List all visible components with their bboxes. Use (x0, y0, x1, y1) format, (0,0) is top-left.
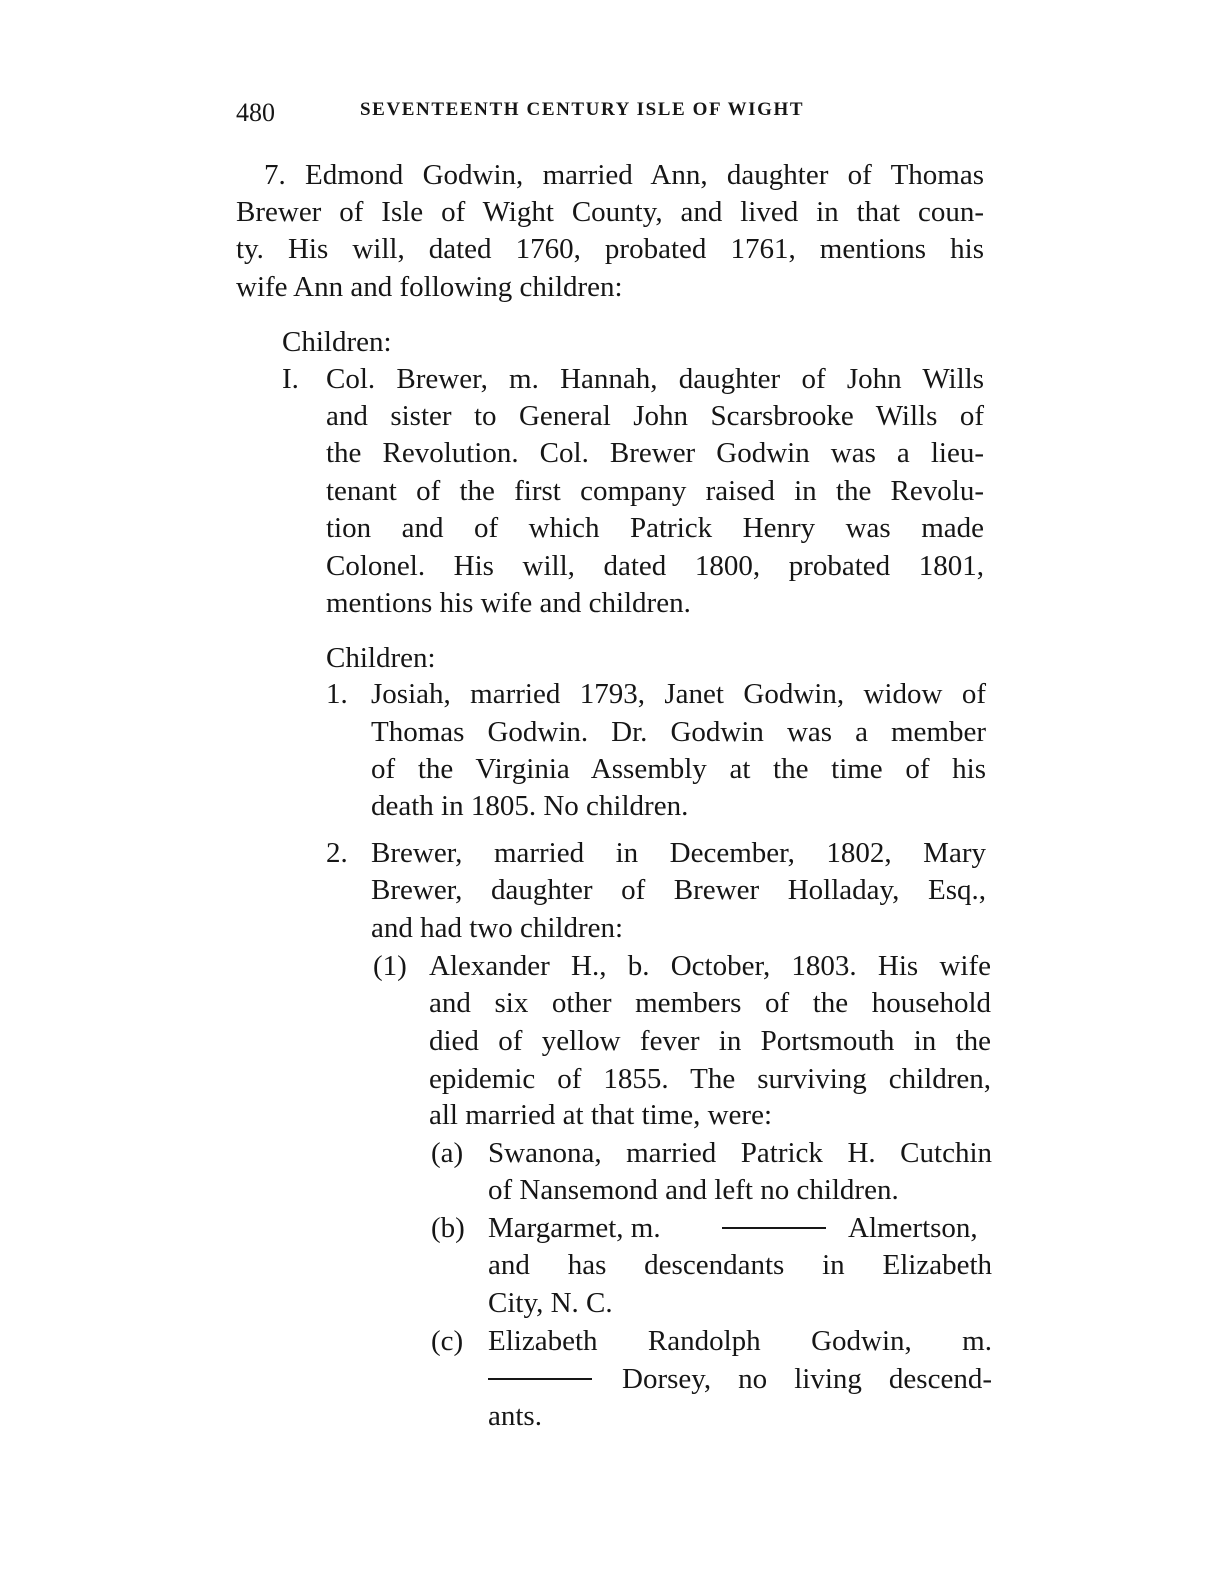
running-head (236, 94, 866, 128)
item-number-1: 1. (326, 678, 348, 710)
swanona-line-1: Swanona, married Patrick H. Cutchin (488, 1137, 992, 1169)
roman-numeral-i: I. (282, 363, 299, 395)
children-heading: Children: (282, 326, 392, 358)
josiah-line-1: Josiah, married 1793, Janet Godwin, widow of (371, 678, 986, 710)
col-brewer-line-1: Col. Brewer, m. Hannah, daughter of John Wills (326, 363, 984, 395)
brewer-line-1: Brewer, married in December, 1802, Mary (371, 837, 986, 869)
sub-number-1: (1) (373, 950, 407, 982)
col-brewer-line-5: tion and of which Patrick Henry was made (326, 512, 984, 544)
col-brewer-line-6: Colonel. His will, dated 1800, probated 1801, (326, 550, 984, 582)
children-heading: Children: (326, 642, 436, 674)
col-brewer-line-2: and sister to General John Scarsbrooke Wills of (326, 400, 984, 432)
entry7-line-3: ty. His will, dated 1760, probated 1761, mentions his (236, 233, 984, 265)
entry7-line-2: Brewer of Isle of Wight County, and lived in that coun- (236, 196, 984, 228)
blank-name-rule (488, 1361, 592, 1397)
col-brewer-line-7: mentions his wife and children. (326, 587, 691, 619)
col-brewer-line-3: the Revolution. Col. Brewer Godwin was a lieu- (326, 437, 984, 469)
elizabeth-line-3: ants. (488, 1400, 542, 1432)
entry7-line-1: 7. Edmond Godwin, married Ann, daughter of Thomas (264, 159, 984, 191)
josiah-line-3: of the Virginia Assembly at the time of his (371, 753, 986, 785)
letter-a: (a) (431, 1137, 464, 1169)
margarmet-line-3: City, N. C. (488, 1287, 613, 1319)
margarmet-line-1-start: Margarmet, m. (488, 1212, 661, 1244)
blank-name-rule (722, 1210, 826, 1246)
letter-c: (c) (431, 1325, 464, 1357)
alexander-line-3: died of yellow fever in Portsmouth in the (429, 1025, 991, 1057)
page-number: 480 (236, 98, 275, 127)
alexander-line-5: all married at that time, were: (429, 1099, 773, 1131)
alexander-line-4: epidemic of 1855. The surviving children, (429, 1063, 991, 1095)
brewer-line-3: and had two children: (371, 912, 624, 944)
swanona-line-2: of Nansemond and left no children. (488, 1174, 899, 1206)
item-number-2: 2. (326, 837, 348, 869)
running-title: SEVENTEENTH CENTURY ISLE OF WIGHT (360, 99, 805, 120)
alexander-line-2: and six other members of the household (429, 987, 991, 1019)
entry7-line-4: wife Ann and following children: (236, 271, 623, 303)
margarmet-line-1-end: Almertson, (848, 1212, 978, 1244)
elizabeth-line-2-end: Dorsey, no living descend- (622, 1363, 992, 1395)
margarmet-line-2: and has descendants in Elizabeth (488, 1249, 992, 1281)
col-brewer-line-4: tenant of the first company raised in the Revolu- (326, 475, 984, 507)
josiah-line-2: Thomas Godwin. Dr. Godwin was a member (371, 716, 986, 748)
alexander-line-1: Alexander H., b. October, 1803. His wife (429, 950, 991, 982)
brewer-line-2: Brewer, daughter of Brewer Holladay, Esq., (371, 874, 986, 906)
elizabeth-line-1: Elizabeth Randolph Godwin, m. (488, 1325, 992, 1357)
letter-b: (b) (431, 1212, 465, 1244)
josiah-line-4: death in 1805. No children. (371, 790, 689, 822)
